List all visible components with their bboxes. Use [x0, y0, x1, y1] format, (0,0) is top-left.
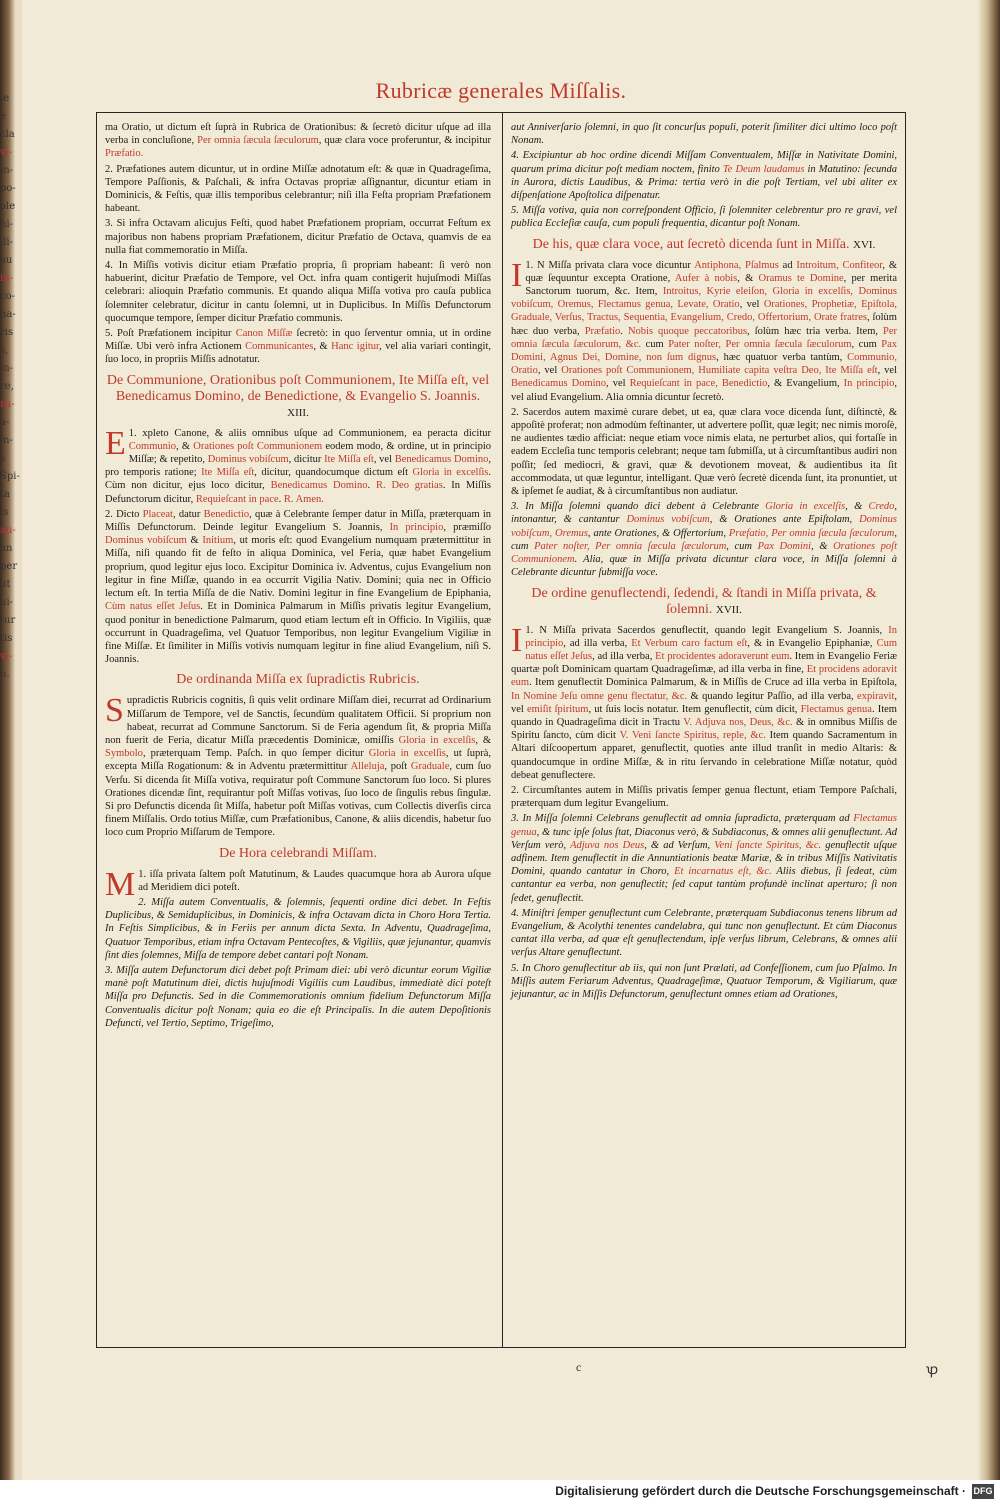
rubric-text: Orationes poſt Communionem, Humiliate capita veſtra Deo, Ite Miſſa eſt	[561, 365, 878, 377]
rubric-text: Præfatio, Per omnia ſæcula ſæculorum	[728, 527, 895, 539]
section-heading-13	[105, 373, 491, 421]
paragraph	[511, 812, 897, 904]
paragraph: 3. Miſſa autem Defunctorum dici debet poſt Primam diei: ubi verò dicuntur eorum Vigiliæ manè poſt Matutinum diei, dictis hujuſmodi Vigiliis cum Laudibus, immediatè dici poteſt Miſſa pro Defunctis. Sed in die Commemorationis omnium fidelium Defunctorum Miſſa Conventualis dicitur poſt Nonam; quia eo die eſt Principalis. In die autem Depoſitionis Defuncti, vel Tertio, Septimo, Trigeſimo,	[105, 964, 491, 1029]
rubric-text: Requieſcant in pace, Benedictio	[629, 378, 768, 390]
text-run: , &	[811, 540, 834, 552]
margin-fragment: is	[0, 507, 9, 518]
text-run: 3. In Miſſa ſolemni Celebrans genuflectit ad omnia ſupradicta, præterquam ad	[511, 813, 854, 825]
text-run: 1.	[128, 427, 143, 439]
rubric-text: Per omnia ſæcula ſæculorum, &c.	[511, 325, 898, 350]
section-heading-17	[511, 586, 897, 618]
text-run: , ſolùm hæc tria verba. Item,	[747, 325, 884, 337]
text-run: & quando legitur Paſſio, ad illa verba,	[687, 690, 858, 702]
rubric-text: Communicantes	[245, 341, 314, 353]
right-column	[511, 121, 897, 1003]
margin-fragment: tis	[0, 633, 13, 644]
left-page-margin-fragments	[0, 90, 22, 1350]
rubric-text: Cùm natus eſſet Jeſus	[105, 601, 201, 613]
missal-page	[22, 0, 978, 1480]
paragraph	[511, 621, 898, 782]
rubric-text: Nobis quoque peccatoribus	[627, 325, 748, 337]
text-run: &	[186, 535, 203, 547]
rubric-text: Adjuva nos Deus	[570, 839, 645, 851]
rubric-text: Te Deum laudamus	[722, 163, 805, 175]
text-run: . Item in Evangelio Feriæ quartæ poſt Dominicam quartam Quadrageſimæ, ad illa verba in fine,	[511, 650, 898, 676]
rubric-text: Introitum, Confiteor	[796, 259, 883, 271]
text-run: . Alia, quæ in Miſſa privata dicuntur clara voce, in Miſſa ſolemni à Celebrante dicuntur ſubmiſſa voce.	[511, 554, 897, 579]
text-run: , intonantur, & cantantur	[511, 501, 897, 526]
drop-capital: I	[511, 621, 523, 659]
text-run: , & Evangelium,	[767, 378, 844, 390]
book-edge-right	[978, 0, 1000, 1480]
margin-fragment: tur	[0, 615, 16, 626]
text-run: .	[278, 493, 284, 505]
text-run: iſſa privata ſaltem poſt Matutinum, & Laudes quacumque hora ab Aurora uſque ad Meridiem dici poteſt.	[138, 868, 491, 893]
section-heading-hora: De Hora celebrandi Miſſam.	[219, 845, 377, 861]
text-run: ſecretò: in quo ſerventur omnia, ut in ordine Miſſæ. Ubi verò infra Actionem	[105, 328, 491, 353]
rubric-text: Et procidentes adoraverunt eum	[655, 650, 790, 662]
rubric-text: Requieſcant in pace	[195, 493, 279, 505]
paragraph	[511, 256, 898, 404]
margin-fragment: s	[0, 453, 6, 464]
rubric-text: Flectamus genua	[800, 703, 872, 715]
heading-text: De Communione, Orationibus poſt Communionem, Ite Miſſa eſt, vel Benedicamus Domino, de Benedictione, & Evangelio S. Joannis.	[106, 372, 490, 404]
text-run: , ad illa verba,	[592, 650, 656, 662]
rubric-text: In principio	[389, 522, 444, 534]
margin-fragment: s,	[0, 345, 9, 356]
margin-fragment: po-	[0, 183, 16, 194]
margin-fragment: cla	[0, 129, 15, 140]
rubric-text: Per omnia ſæcula ſæculorum	[197, 135, 319, 147]
text-run: , & in Evangelio Epiphaniæ,	[747, 637, 877, 649]
rubric-text: Benedicamus Domino	[394, 454, 489, 466]
column-divider	[502, 113, 503, 1347]
rubric-text: Dominus vobiſcum	[207, 454, 289, 466]
text-run: 1.	[525, 624, 540, 636]
paragraph	[105, 865, 491, 903]
text-run: Item quando Sacramentum in Altari diſcoopertum apparet, genuflectit, quoties ante illud tranſit in medio Altaris: & quandocumque in ordine Miſſæ, & in ritu ſervando in celebratione Miſſæ notatur, quòd debeat genuflectere.	[511, 730, 898, 781]
rubric-text: Initium	[202, 535, 234, 547]
rubric-text: Benedicamus Domino	[511, 378, 607, 390]
margin-fragment: ru-	[0, 399, 15, 410]
rubric-text: Orationes poſt Communionem	[193, 440, 323, 452]
margin-fragment: na-	[0, 309, 16, 320]
rubric-text: expiravit	[857, 690, 895, 702]
rubric-text: Placeat	[142, 508, 173, 520]
text-run: , &	[737, 272, 759, 284]
text-run: , quæ clara voce proferuntur, & incipitur	[318, 135, 492, 147]
rubric-text: Symbolo	[105, 748, 143, 760]
text-run: 4. Excipiuntur ab hoc ordine dicendi Miſſam Conventualem, Miſſæ in Nativitate Domini, quarum prima dicitur poſt mediam noctem, finito	[511, 150, 897, 175]
paragraph: 4. Miniſtri ſemper genuflectunt cum Celebrante, præterquam Subdiaconus tenens librum ad Evangelium, & Acolythi tenentes candelabra, qui tunc non genuflectunt. Et cùm Diaconus cantat illa verba, ad quæ eſt genuflectendum, ipſe verſus librum, Celebrans, & omnes alii verſus Altare genuflectunt.	[511, 907, 897, 959]
text-run: , ut moris eſt: quod Evangelium numquam prætermittitur in Miſſa, niſi quando fit de feſto in aliqua Dominica, vel Feria, quæ habet Evangelium proprium, quod legitur ejus loco. Excipitur Dominica iv. Adventus, cujus Evangelium non legitur in fine Miſſæ, quando in ea occurrit Vigilia Nativ. Domini; quia nec in Officio lectum eſt. In tertia Miſſa de die Nativ. Domini legitur in fine Evangelium de Epiphania,	[105, 535, 491, 600]
margin-fragment: per	[0, 561, 18, 572]
paragraph: 2. Circumſtantes autem in Miſſis privatis ſemper genua flectunt, etiam Tempore Paſchali, præterquam dum legitur Evangelium.	[511, 784, 897, 810]
rubric-text: Introitus, Kyrie eleiſon, Gloria in excelſis, Dominus vobiſcum, Oremus, Flectamus genua, Levate, Oratio	[511, 286, 897, 311]
rubric-text: Credo	[868, 501, 895, 513]
text-run: , vel	[739, 299, 764, 311]
rubric-text: Et procidens adoravit eum	[511, 664, 897, 689]
paragraph: aut Anniverſario ſolemni, in quo ſit concurſus populi, poterit ſimiliter dici ultimo loco poſt Nonam.	[511, 122, 897, 147]
text-run: , datur	[172, 508, 204, 520]
text-run: , ante Orationes, & Offertorium,	[587, 527, 729, 539]
rubric-text: Gloria in excelſis	[412, 467, 489, 479]
rubric-text: Hanc igitur	[331, 341, 380, 353]
heading-text: De his, quæ clara voce, aut ſecretò dicenda ſunt in Miſſa.	[532, 236, 850, 252]
text-run: upradictis Rubricis cognitis, ſi quis velit ordinare Miſſam diei, recurrat ad Ordinarium Miſſarum de Tempore, vel de Sanctis, ſecundùm qualitatem Officii. Si proprium non habeat, recurrat ad Commune Sanctorum. Si de Feria agendum ſit, & propria Miſſa non fuerit de Feria, dicatur Miſſa præcedentis Dominicæ, omiſſis	[105, 695, 491, 746]
rubric-text: Et incarnatus eſt, &c.	[674, 866, 772, 878]
text-run: , cum	[851, 338, 882, 350]
rubric-text: Oramus te Domine	[758, 272, 844, 284]
digitization-credit: Digitalisierung gefördert durch die Deutsche Forschungsgemeinschaft ·	[555, 1484, 966, 1498]
margin-fragment: hi-	[0, 219, 14, 230]
text-run: , quæ à Celebrante ſemper datur in Miſſa, præterquam in Miſſis Defunctorum. Deinde legitur Evangelium S. Joannis,	[105, 508, 492, 534]
rubric-text: Orationes, Prophetiæ, Epiſtola, Graduale, Verſus, Tractus, Sequentia, Evangelium, Credo, Offertorium, Orate fratres	[511, 299, 897, 324]
rubric-text: Præfatio	[584, 325, 621, 337]
text-run: , vel	[877, 365, 898, 377]
rubric-text: Flectamus genua	[511, 813, 897, 838]
text-run: , & quæ ſequuntur excepta Oratione,	[525, 259, 898, 284]
text-run: , & tunc ipſe ſolus ſtat, Diaconus verò, & Subdiaconus, & omnes alii genuflectunt. Ad Verſum verò,	[511, 826, 897, 851]
margin-fragment: an	[0, 543, 13, 554]
rubric-text: Pax Domini, Agnus Dei, Domine, non ſum dignus	[511, 338, 897, 364]
paragraph	[105, 327, 491, 367]
paragraph	[105, 424, 492, 506]
text-run: .	[367, 480, 376, 492]
margin-fragment: ut	[0, 579, 11, 590]
left-column	[105, 121, 491, 1032]
rubric-text: V. Adjuva nos, Deus, &c.	[683, 716, 793, 728]
paragraph	[511, 500, 897, 579]
margin-fragment: in-	[0, 363, 14, 374]
text-run: xpleto Canone, & aliis omnibus uſque ad Communionem, ea peracta dicitur	[142, 427, 492, 439]
text-run: . Item quando in Quadrageſima dicit in Tractu	[511, 703, 897, 728]
text-run: , cum ſuo Verſu. Si dicenda ſit Miſſa votiva, requiratur poſt Commune Sanctorum ſuo loco. Si plures Orationes dicendæ ſint, requirantur poſt Miſſas votivas, ſuo loco de ſingulis rebus ſingulæ. Si pro Defunctis dicenda ſit Miſſa, habetur poſt Miſſas votivas, cum Collectis diverſis circa finem Miſſalis. Ordo totius Miſſæ, cum Præfationibus, Canone, & aliis dicendis, habetur ſuo loco cum Proprio Miſſarum de Tempore.	[105, 761, 491, 839]
text-run: , ad illa verba,	[563, 637, 632, 649]
margin-fragment: n.	[0, 669, 10, 680]
text-run: 5. Poſt Præfationem incipitur	[105, 328, 236, 340]
paragraph	[105, 121, 491, 161]
text-run: , ſolùm hæc duo verba,	[511, 312, 897, 337]
paragraph: 2. Miſſa autem Conventualis, & ſolemnis, ſequenti ordine dici debet. In Feſtis Duplicibus, & Semiduplicibus, in Dominicis, & infra Octavam dicta in Choro Hora Tertia. In Feſtis Simplicibus, & in Feriis per annum dicta Sexta. In Adventu, Quadrageſima, Quatuor Temporibus, etiam infra Octavam Pentecoſtes, & Vigiliis, quæ jejunantur, quamvis ſint dies ſolemnes, Miſſa de tempore debet cantari poſt Nonam.	[105, 896, 491, 961]
margin-fragment: in-	[0, 165, 14, 176]
text-run: , vel	[606, 378, 630, 390]
section-heading-16	[511, 237, 897, 253]
rubric-text: Cum natus eſſet Jeſus	[525, 637, 897, 662]
margin-fragment: a-	[0, 417, 10, 428]
text-run: , cum	[726, 540, 758, 552]
text-run: N Miſſa privata Sacerdos genuflectit, quando legit Evangelium S. Joannis,	[539, 624, 889, 636]
margin-fragment: re,	[0, 381, 14, 392]
text-run: , ut ſuprà, excepta Miſſa Rogationum: & in Adventu prætermittitur	[105, 748, 491, 773]
text-run: , vel alia variari contingit, ſuo loco, in propriis Miſſis adnotatur.	[105, 341, 491, 366]
text-run: cum	[641, 338, 669, 350]
text-run: , ut ſuis locis notatur. Item genuflectit, cùm dicit,	[588, 703, 801, 715]
rubric-text: Gloria in excelſis	[368, 748, 446, 760]
signature-mark: c	[576, 1360, 582, 1374]
text-run: , vel	[373, 454, 395, 466]
rubric-text: Communio, Oratio	[511, 352, 898, 377]
drop-capital: E	[105, 424, 126, 462]
paragraph: 5. Miſſa votiva, quia non correſpondent Officio, ſi ſolemniter celebrentur pro re gravi, vel publica Eccleſiæ cauſa, cum populi frequentia, dicantur poſt Nonam.	[511, 205, 897, 230]
rubric-text: Benedicamus Domino	[270, 480, 368, 492]
rubric-text: Et Verbum caro factum eſt	[631, 637, 748, 649]
text-run: in Matutino: ſecunda in Aurora, dictis Laudibus, & Prima: tertia verò in die poſt Tertiam, vel ubi aliter ex diſpenſatione Apoſtolica diſpenatur.	[511, 163, 898, 202]
rubric-text: R. Deo gratias	[375, 480, 443, 492]
rubric-text: Communio	[128, 440, 177, 452]
text-run: , dicitur, quandocumque dictum eſt	[254, 467, 413, 479]
text-run: , vel	[511, 690, 897, 715]
text-run: , per merita Sanctorum tuorum, &c. Item,	[525, 272, 897, 298]
margin-fragment: ole	[0, 201, 16, 212]
text-run: , vel aliud Evangelium. Alia omnia dicuntur ſecretò.	[511, 378, 897, 403]
text-run: 2. Dicto	[105, 508, 143, 520]
margin-fragment: au-	[0, 525, 16, 536]
rubric-text: emiſit ſpiritum	[526, 703, 589, 715]
text-run: , præmiſſo	[443, 522, 492, 534]
running-head: Rubricæ generales Miſſalis.	[375, 78, 627, 103]
text-run: . Et in Dominica Palmarum in Miſſis privatis legitur Evangelium, quod ponitur in benedictione Palmarum, quod etiam lectum eſt in Officio. In Vigiliis, quæ occurrunt in Quadrageſima, vel Quatuor Temporibus, non legitur Evangelium Vigiliæ in fine Miſſæ. Et ſimiliter in Miſſis votivis numquam legitur in fine aliud Evangelium, niſi S. Joannis.	[105, 601, 491, 666]
paragraph	[105, 694, 491, 839]
text-run: Aliis diebus, ſi ſedeat, cùm cantantur ea verba, non genuflectit; ſed caput tantùm profundè inclinat aperturo; ſi non ſedet, genuflectit.	[511, 866, 897, 904]
rubric-text: Pater noſter, Per omnia ſæcula ſæculorum	[534, 540, 727, 552]
rubric-text: Benedictio	[203, 508, 250, 520]
rubric-text: Dominus vobiſcum	[626, 514, 710, 526]
text-run: , &	[475, 734, 491, 746]
text-run: , hæc quatuor verba tantùm,	[716, 352, 848, 364]
margin-fragment: le	[0, 93, 10, 104]
text-run: , & ad Verſum,	[644, 839, 715, 851]
rubric-text: Ite Miſſa eſt	[324, 454, 374, 466]
text-run: , cum	[511, 527, 897, 552]
paragraph	[511, 149, 897, 202]
text-run: ad	[778, 259, 797, 271]
rubric-text: Gloria in excelſis	[398, 734, 476, 746]
catchword-mark: ꝕ	[926, 1362, 939, 1378]
margin-fragment: co-	[0, 291, 15, 302]
margin-fragment: ili-	[0, 237, 13, 248]
text-run: . Item genuflectit Dominica Palmarum, & in Miſſis de Cruce ad illa verba in Epiſtola,	[529, 677, 897, 689]
text-run: , dicitur	[288, 454, 325, 466]
rubric-text: Orationes poſt Communionem	[511, 540, 897, 566]
heading-number: XVII.	[715, 603, 742, 616]
rubric-text: Aufer à nobis	[674, 272, 738, 284]
rubric-text: Antiphona, Pſalmus	[694, 259, 779, 271]
text-run: & in omnibus Miſſis de Spiritu ſancto, cùm dicit	[511, 716, 897, 742]
text-run: eodem modo, & ordine, ut in principio Miſſæ; & repetito,	[128, 440, 492, 466]
margin-fragment: vi-	[0, 147, 13, 158]
paragraph: 3. Si infra Octavam alicujus Feſti, quod habet Præfationem propriam, occurrat Feſtum ex majoribus non habens propriam Præfationem, dicitur Præfatio de Octava, quamvis de ea nulla fiat commemoratio in Miſſa.	[105, 218, 491, 256]
text-run: .	[620, 325, 628, 337]
paragraph: 2. Præfationes autem dicuntur, ut in ordine Miſſæ adnotatum eſt: & quæ in Quadrageſima, Tempore Paſſionis, & Paſchali, & infra Octavas propriæ aſſignantur, dicuntur etiam in Dominicis, & Feſtis, quæ illis temporibus celebrantur; niſi illa Feſta propriam Præfationem habeant.	[105, 163, 491, 215]
margin-fragment: e	[0, 111, 6, 122]
paragraph: 4. In Miſſis votivis dicitur etiam Præfatio propria, ſi propriam habeant: ſi verò non habuerint, dicitur Præfatio de Tempore, vel Oct. infra quam contigerit hujuſmodi Miſſas celebrari: alioquin Præfatio communis. Et quando aliqua Miſſa votiva pro cauſa publica ſolemniter celebratur, dicitur in cantu ſolemni, ut in Duplicibus. In Miſſis Defunctorum quocumque tempore, ſemper dicitur Præfatio communis.	[105, 260, 491, 324]
text-frame	[96, 112, 906, 1348]
rubric-text: Dominus vobiſcum	[105, 535, 187, 547]
dfg-logo: DFG	[972, 1484, 994, 1499]
text-run: , pro temporis ratione;	[105, 454, 491, 479]
paragraph	[105, 508, 491, 666]
section-heading-ordinanda: De ordinanda Miſſa ex ſupradictis Rubricis.	[176, 672, 420, 688]
rubric-text: Dominus vobiſcum, Oremus	[511, 514, 897, 539]
rubric-text: Veni ſancte Spiritus, &c.	[714, 839, 822, 851]
margin-fragment: ris	[0, 327, 14, 338]
text-run: genuflectit uſque adfinem. Item genuflectit in die Annuntiationis beatæ Mariæ, & in tribus Miſſis Nativitatis Domini, quando cantatur in Choro,	[511, 839, 897, 878]
text-run: , &	[845, 501, 869, 513]
rubric-text: Pax Domini	[757, 540, 812, 552]
text-run: , poſt	[384, 761, 411, 773]
text-run: , præterquam Temp. Paſch. in quo ſemper dicitur	[142, 748, 369, 760]
text-run: , & Orationes ante Epiſtolam,	[709, 514, 860, 526]
rubric-text: In principio	[525, 624, 898, 649]
margin-fragment: ui-	[0, 597, 14, 608]
rubric-text: In Nomine Jeſu omne genu flectatur, &c.	[511, 690, 688, 702]
text-run: 1.	[138, 868, 150, 880]
margin-fragment: in-	[0, 273, 14, 284]
rubric-text: Præfatio.	[105, 148, 144, 160]
rubric-text: In principio	[843, 378, 895, 390]
paragraph: 2. Sacerdos autem maximè curare debet, ut ea, quæ clara voce dicenda ſunt, diſtinctè, & appoſitè proferat; non admodùm feſtinanter, ut advertere poſſit, quæ legit; nec nimis moroſè, ne audientes tædio afficiat: neque etiam voce nimis elata, ne perturbet alios, qui fortaſſe in eadem Eccleſia tunc temporis celebrant; neque tam ſubmiſſa, ut à circumſtantibus audiri non poſſit; ſed mediocri, & gravi, quæ & devotionem moveat, & audientibus ita ſit accommodata, ut quæ leguntur, intelligant. Quæ verò ſecretè dicenda ſunt, ita pronuntiet, ut & ipſemet ſe audiat, & à circumſtantibus non audiatur.	[511, 406, 897, 498]
text-run: N Miſſa privata clara voce dicuntur	[537, 259, 695, 271]
margin-fragment: au	[0, 255, 13, 266]
drop-capital: M	[105, 865, 136, 903]
rubric-text: Pater noſter, Per omnia ſæcula ſæculorum	[668, 338, 852, 350]
text-run: . Cùm non dicitur, ejus loco dicitur,	[105, 467, 491, 492]
text-run: 3. In Miſſa ſolemni quando dici debent à Celebrante	[511, 501, 766, 513]
text-run: 1.	[525, 259, 538, 271]
text-run: , &	[313, 341, 332, 353]
rubric-text: V. Veni ſancte Spiritus, reple, &c.	[619, 730, 766, 742]
rubric-text: Canon Miſſæ	[235, 328, 293, 340]
margin-fragment: vi-	[0, 651, 13, 662]
rubric-text: Graduale	[410, 761, 450, 773]
drop-capital: S	[105, 692, 124, 730]
rubric-text: Gloria in excelſis	[765, 501, 846, 513]
margin-fragment: m-	[0, 435, 13, 446]
text-run: ma Oratio, ut dictum eſt ſuprà in Rubrica de Orationibus: & ſecretò dicitur uſque ad illa verba in concluſione,	[105, 122, 491, 147]
heading-text: De ordine genuflectendi, ſedendi, & ſtandi in Miſſa privata, & ſolemni.	[531, 585, 877, 617]
heading-number: XIII.	[287, 406, 309, 419]
heading-number: XVI.	[853, 238, 876, 251]
rubric-text: Ite Miſſa eſt	[201, 467, 255, 479]
text-run: , &	[176, 440, 194, 452]
text-run: , vel	[537, 365, 562, 377]
text-run: . In Miſſis Defunctorum dicitur,	[105, 480, 492, 505]
paragraph: 5. In Choro genuflectitur ab iis, qui non ſunt Prælati, ad Confeſſionem, cum ſuo Pſalmo. In Miſſis autem Feriarum Adventus, Quadrageſimæ, Quatuor Temporum, & Vigiliarum, quæ jejunantur, ac in Miſſis Defunctorum, genuflectunt omnes etiam ad Orationes,	[511, 962, 897, 1000]
margin-fragment: Spi-	[0, 471, 20, 482]
drop-capital: I	[511, 256, 523, 294]
rubric-text: R. Amen.	[283, 493, 324, 505]
rubric-text: Alleluja	[350, 761, 385, 773]
margin-fragment: ta	[0, 489, 10, 500]
